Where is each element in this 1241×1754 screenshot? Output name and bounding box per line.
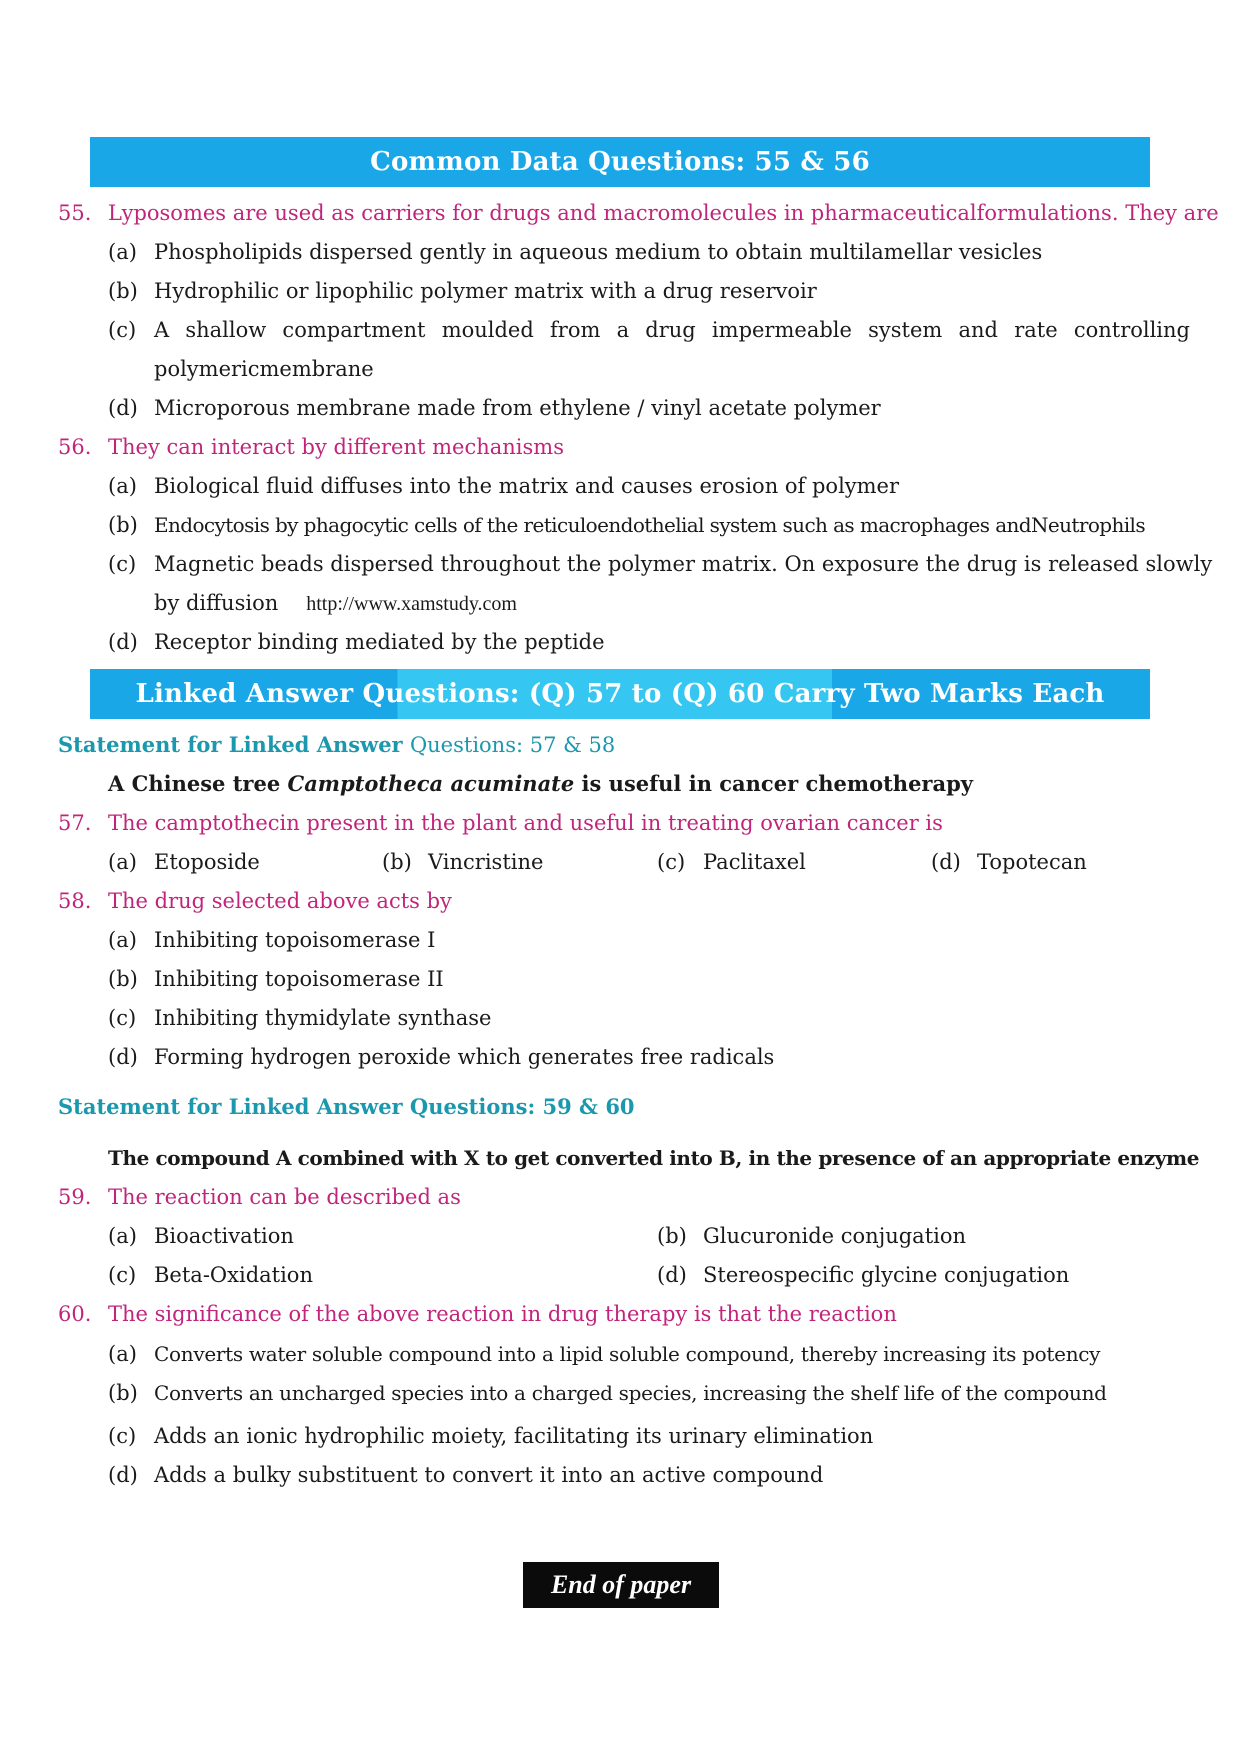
section-banner-common-data <box>90 137 1150 187</box>
option-label: (d) <box>108 630 138 654</box>
option-text: Hydrophilic or lipophilic polymer matrix with a drug reservoir <box>154 279 817 303</box>
option-label: (b) <box>108 1381 138 1405</box>
end-of-paper-label: End of paper <box>523 1562 719 1608</box>
option-text: A shallow compartment moulded from a drug impermeable system and rate controlling <box>154 318 1190 342</box>
option-text: Adds an ionic hydrophilic moiety, facilitating its urinary elimination <box>154 1424 874 1448</box>
option-text: Magnetic beads dispersed throughout the polymer matrix. On exposure the drug is released slowly <box>154 552 1213 576</box>
option-text: Topotecan <box>977 850 1087 874</box>
option-label: (b) <box>108 967 138 991</box>
option-label: (c) <box>108 1263 137 1287</box>
option-56a <box>108 472 1190 500</box>
option-text: Inhibiting topoisomerase II <box>154 967 444 991</box>
question-57 <box>58 809 1190 837</box>
option-label: (a) <box>108 850 137 874</box>
statement-heading-57-58 <box>58 731 615 759</box>
option-label: (a) <box>108 928 137 952</box>
option-label: (d) <box>931 850 961 874</box>
option-label: (b) <box>108 279 138 303</box>
option-55c-continued: polymericmembrane <box>154 357 374 381</box>
statement-label-questions: Questions: 57 & 58 <box>409 733 616 757</box>
option-text: Microporous membrane made from ethylene / vinyl acetate polymer <box>154 396 881 420</box>
option-57a <box>108 848 260 876</box>
question-text: The significance of the above reaction in drug therapy is that the reaction <box>108 1302 897 1326</box>
option-label: (b) <box>108 513 138 537</box>
question-number: 56. <box>58 435 92 459</box>
option-label: (c) <box>108 318 137 342</box>
question-56 <box>58 433 1190 461</box>
section-title: Linked Answer Questions: (Q) 57 to (Q) 60 Carry Two Marks Each <box>135 679 1105 709</box>
option-label: (d) <box>108 1045 138 1069</box>
question-59 <box>58 1183 1190 1211</box>
option-57c <box>657 848 806 876</box>
question-number: 58. <box>58 889 92 913</box>
question-number: 60. <box>58 1302 92 1326</box>
statement-text-pre: A Chinese tree <box>108 771 288 796</box>
option-text: Receptor binding mediated by the peptide <box>154 630 605 654</box>
option-55a <box>108 238 1190 266</box>
question-text: The reaction can be described as <box>108 1185 461 1209</box>
question-text: The camptothecin present in the plant and useful in treating ovarian cancer is <box>108 811 943 835</box>
option-58a <box>108 926 1190 954</box>
option-58b <box>108 965 1190 993</box>
question-text: The drug selected above acts by <box>108 889 452 913</box>
option-56c <box>108 550 1213 578</box>
option-text: Inhibiting thymidylate synthase <box>154 1006 492 1030</box>
option-text: Stereospecific glycine conjugation <box>703 1263 1070 1287</box>
option-56d <box>108 628 1190 656</box>
option-text: Etoposide <box>154 850 260 874</box>
option-text: Biological fluid diffuses into the matrix and causes erosion of polymer <box>154 474 900 498</box>
option-text: Adds a bulky substituent to convert it into an active compound <box>154 1463 824 1487</box>
option-60c <box>108 1422 1190 1450</box>
question-58 <box>58 887 1190 915</box>
option-58c <box>108 1004 1190 1032</box>
option-60b <box>108 1379 1190 1407</box>
statement-text-57-58 <box>108 770 973 798</box>
option-label: (c) <box>108 1424 137 1448</box>
option-text: Glucuronide conjugation <box>703 1224 967 1248</box>
option-57d <box>931 848 1087 876</box>
statement-text-59-60: The compound A combined with X to get converted into B, in the presence of an appropriate enzyme <box>108 1146 1200 1170</box>
option-55d <box>108 394 1190 422</box>
option-59b <box>657 1222 966 1250</box>
option-text: Bioactivation <box>154 1224 294 1248</box>
question-60 <box>58 1300 1190 1328</box>
option-55b <box>108 277 1190 305</box>
option-text: Paclitaxel <box>703 850 806 874</box>
question-number: 59. <box>58 1185 92 1209</box>
option-label: (d) <box>657 1263 687 1287</box>
option-text: by diffusion <box>154 591 279 615</box>
option-60d <box>108 1461 1190 1489</box>
option-label: (c) <box>108 552 137 576</box>
option-label: (d) <box>108 396 138 420</box>
option-56b <box>108 511 1190 539</box>
option-59c <box>108 1261 313 1289</box>
option-label: (b) <box>382 850 412 874</box>
option-55c <box>108 316 1190 344</box>
option-text: Converts an uncharged species into a charged species, increasing the shelf life of the compound <box>154 1381 1107 1405</box>
option-label: (a) <box>108 1224 137 1248</box>
option-57b <box>382 848 543 876</box>
option-59d <box>657 1261 1069 1289</box>
option-text: Vincristine <box>428 850 544 874</box>
option-label: (c) <box>108 1006 137 1030</box>
option-label: (a) <box>108 1342 137 1366</box>
option-60a <box>108 1340 1190 1368</box>
question-number: 57. <box>58 811 92 835</box>
option-text: Beta-Oxidation <box>154 1263 313 1287</box>
statement-label: Statement for Linked Answer <box>58 732 403 757</box>
section-title: Common Data Questions: 55 & 56 <box>370 147 870 177</box>
option-text: Endocytosis by phagocytic cells of the reticuloendothelial system such as macrophages andNeutrophils <box>154 513 1145 537</box>
option-label: (a) <box>108 474 137 498</box>
option-label: (b) <box>657 1224 687 1248</box>
question-text: They can interact by different mechanisms <box>108 435 564 459</box>
statement-text-post: is useful in cancer chemotherapy <box>574 771 973 796</box>
option-label: (a) <box>108 240 137 264</box>
question-55 <box>58 199 1219 227</box>
option-56c-continued <box>154 589 1236 618</box>
option-text: Converts water soluble compound into a lipid soluble compound, thereby increasing its potency <box>154 1342 1101 1366</box>
question-number: 55. <box>58 201 92 225</box>
option-text: Forming hydrogen peroxide which generates free radicals <box>154 1045 775 1069</box>
statement-heading-59-60: Statement for Linked Answer Questions: 59 & 60 <box>58 1094 635 1119</box>
option-text: Inhibiting topoisomerase I <box>154 928 436 952</box>
option-59a <box>108 1222 294 1250</box>
species-name: Camptotheca acuminate <box>287 771 575 796</box>
website-url[interactable]: http://www.xamstudy.com <box>306 593 517 615</box>
option-text: Phospholipids dispersed gently in aqueous medium to obtain multilamellar vesicles <box>154 240 1043 264</box>
question-text: Lyposomes are used as carriers for drugs and macromolecules in pharmaceuticalformulations. They are <box>108 201 1219 225</box>
option-58d <box>108 1043 1190 1071</box>
option-label: (c) <box>657 850 686 874</box>
option-label: (d) <box>108 1463 138 1487</box>
section-banner-linked-answer <box>90 669 1150 719</box>
